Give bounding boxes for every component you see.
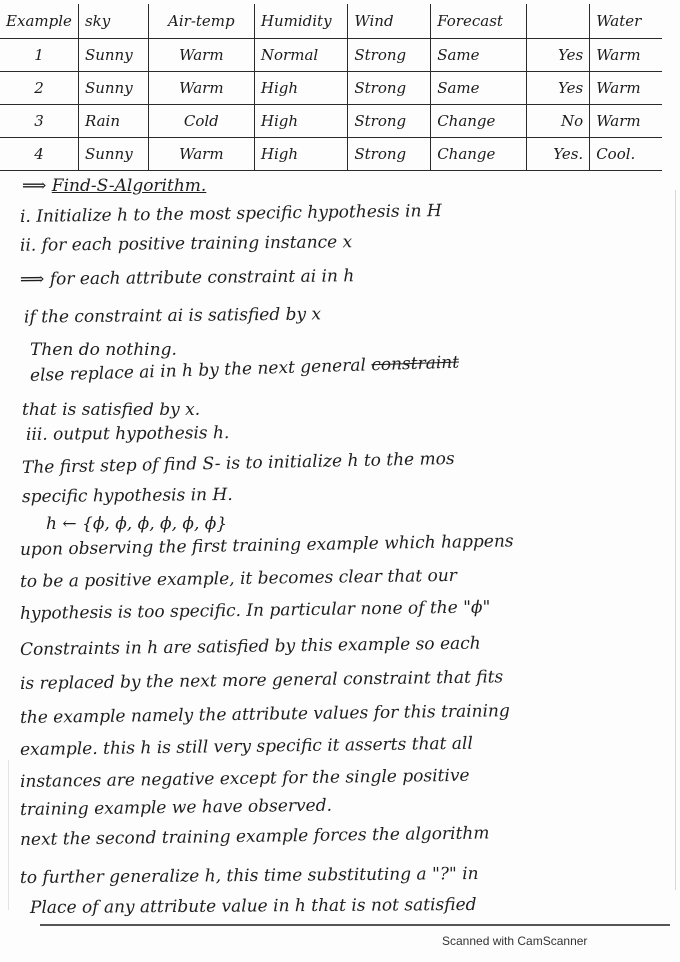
note-line: hypothesis is too specific. In particular none of the "ϕ" xyxy=(19,597,491,624)
table-row xyxy=(0,39,662,72)
cell-water: Warm xyxy=(590,72,662,105)
cell-label: Yes xyxy=(526,72,589,105)
header-example: Example xyxy=(0,4,78,39)
cell-label: No xyxy=(526,105,589,138)
cell-air-temp: Warm xyxy=(148,138,254,171)
note-line: iii. output hypothesis h. xyxy=(25,423,230,445)
cell-forecast: Same xyxy=(431,72,527,105)
cell-wind: Strong xyxy=(348,39,431,72)
cell-example: 1 xyxy=(0,39,78,72)
note-line: Place of any attribute value in h that is not satisfied xyxy=(29,894,477,918)
table-row xyxy=(0,138,662,171)
cell-water: Warm xyxy=(590,39,662,72)
cell-air-temp: Warm xyxy=(148,72,254,105)
note-line: example. this h is still very specific it asserts that all xyxy=(19,733,473,760)
note-line: Constraints in h are satisfied by this example so each xyxy=(19,633,481,660)
cell-humidity: High xyxy=(254,138,347,171)
cell-sky: Rain xyxy=(78,105,148,138)
note-line: ⟹ for each attribute constraint ai in h xyxy=(19,266,355,290)
cell-humidity: High xyxy=(254,72,347,105)
scanner-watermark: Scanned with CamScanner xyxy=(442,934,588,948)
table-row xyxy=(0,72,662,105)
cell-label: Yes xyxy=(526,39,589,72)
note-line: ii. for each positive training instance x xyxy=(19,232,353,256)
note-line: instances are negative except for the single positive xyxy=(19,765,470,792)
cell-sky: Sunny xyxy=(78,72,148,105)
header-air-temp: Air-temp xyxy=(148,4,254,39)
cell-example: 2 xyxy=(0,72,78,105)
note-line: upon observing the first training example which happens xyxy=(19,531,514,560)
page-bottom-rule xyxy=(40,924,670,926)
table-row xyxy=(0,105,662,138)
note-line: specific hypothesis in H. xyxy=(21,484,233,508)
cell-label: Yes. xyxy=(526,138,589,171)
cell-sky: Sunny xyxy=(78,138,148,171)
heading-text: Find-S-Algorithm. xyxy=(51,176,207,196)
cell-forecast: Change xyxy=(431,138,527,171)
note-line: to be a positive example, it becomes clear that our xyxy=(19,565,457,592)
header-humidity: Humidity xyxy=(254,4,347,39)
header-wind: Wind xyxy=(348,4,431,39)
header-sky: sky xyxy=(78,4,148,39)
training-examples-table xyxy=(0,4,662,171)
scan-edge xyxy=(8,760,9,910)
cell-wind: Strong xyxy=(348,138,431,171)
cell-wind: Strong xyxy=(348,105,431,138)
header-label xyxy=(526,4,589,39)
cell-water: Cool. xyxy=(590,138,662,171)
cell-air-temp: Warm xyxy=(148,39,254,72)
table-header-row xyxy=(0,4,662,39)
cell-water: Warm xyxy=(590,105,662,138)
cell-example: 3 xyxy=(0,105,78,138)
arrow-icon: ⟹ xyxy=(22,176,47,196)
note-line: The first step of find S- is to initialize h to the mos xyxy=(21,448,455,478)
header-water: Water xyxy=(590,4,662,39)
note-line: if the constraint ai is satisfied by x xyxy=(23,304,322,328)
hypothesis-init: h ← {ϕ, ϕ, ϕ, ϕ, ϕ, ϕ} xyxy=(46,514,228,534)
note-line: i. Initialize h to the most specific hypothesis in H xyxy=(19,201,442,227)
cell-wind: Strong xyxy=(348,72,431,105)
note-line: is replaced by the next more general constraint that fits xyxy=(19,667,504,694)
cell-forecast: Same xyxy=(431,39,527,72)
note-line-text: else replace ai in h by the next general xyxy=(29,355,367,386)
header-forecast: Forecast xyxy=(431,4,527,39)
note-line: that is satisfied by x. xyxy=(22,400,201,420)
scan-edge xyxy=(675,190,676,890)
cell-humidity: Normal xyxy=(254,39,347,72)
note-line: Then do nothing. xyxy=(30,340,177,360)
cell-humidity: High xyxy=(254,105,347,138)
section-heading xyxy=(22,176,206,196)
cell-air-temp: Cold xyxy=(148,105,254,138)
note-line: the example namely the attribute values for this training xyxy=(19,701,510,728)
note-line: next the second training example forces the algorithm xyxy=(19,823,490,850)
struck-word: constraint xyxy=(370,352,460,376)
cell-sky: Sunny xyxy=(78,39,148,72)
note-line: to further generalize h, this time substituting a "?" in xyxy=(19,863,479,888)
cell-example: 4 xyxy=(0,138,78,171)
cell-forecast: Change xyxy=(431,105,527,138)
note-line: training example we have observed. xyxy=(19,795,333,820)
